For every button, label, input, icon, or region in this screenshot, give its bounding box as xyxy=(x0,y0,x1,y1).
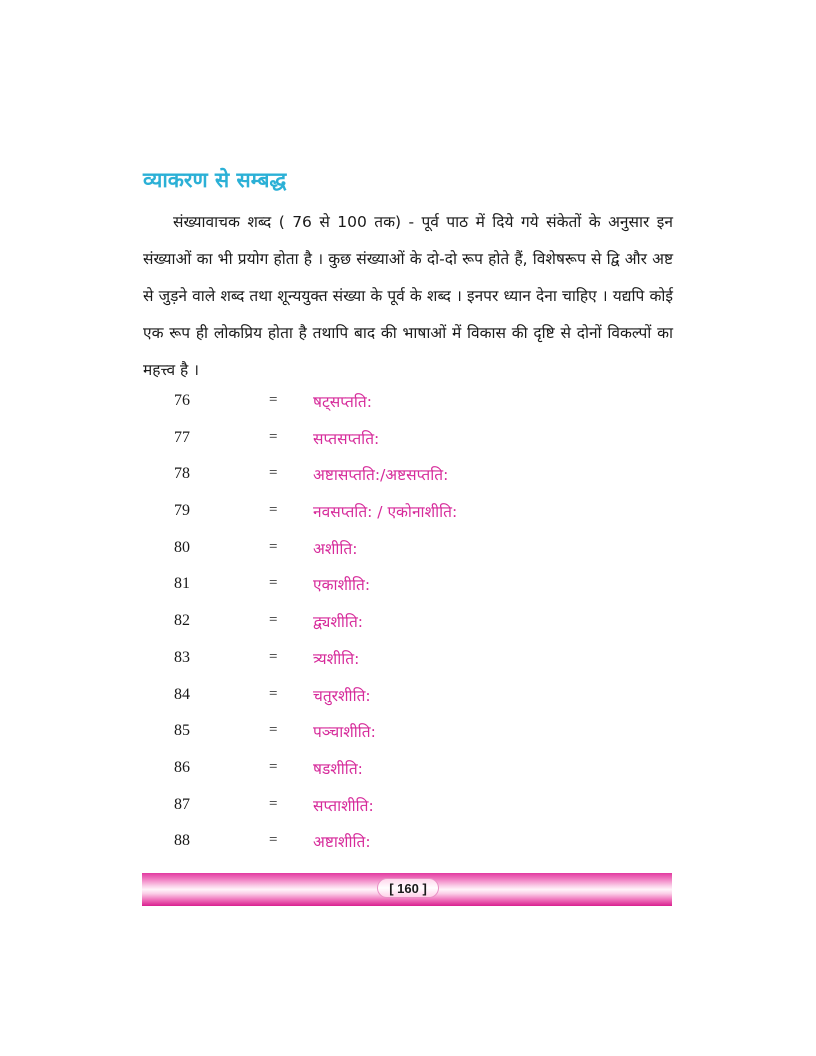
equals-sign: = xyxy=(269,392,278,408)
page-number: [ 160 ] xyxy=(377,878,439,898)
sanskrit-word: त्र्यशीति: xyxy=(313,649,360,668)
sanskrit-word: अष्टासप्तति:/अष्टसप्तति: xyxy=(313,466,449,485)
equals-sign: = xyxy=(269,832,278,849)
list-item xyxy=(143,643,673,680)
sanskrit-word: अशीति: xyxy=(313,539,358,558)
equals-sign: = xyxy=(269,465,278,482)
sanskrit-word: चतुरशीति: xyxy=(313,686,371,705)
number-value: 86 xyxy=(174,758,190,776)
equals-sign: = xyxy=(269,612,278,629)
equals-sign: = xyxy=(269,538,278,555)
list-item xyxy=(143,680,673,717)
equals-sign: = xyxy=(269,502,278,519)
number-value: 76 xyxy=(174,392,190,409)
equals-sign: = xyxy=(269,648,278,665)
list-item xyxy=(143,606,673,643)
number-value: 83 xyxy=(174,648,190,666)
sanskrit-word: पञ्चाशीति: xyxy=(313,723,376,742)
list-item xyxy=(143,459,673,496)
equals-sign: = xyxy=(269,575,278,592)
list-item xyxy=(143,753,673,790)
sanskrit-word: द्व्यशीति: xyxy=(313,613,364,632)
list-item xyxy=(143,716,673,753)
number-value: 81 xyxy=(174,575,190,593)
list-item xyxy=(143,386,673,423)
number-value: 78 xyxy=(174,465,190,483)
equals-sign: = xyxy=(269,722,278,739)
sanskrit-word: नवसप्तति: / एकोनाशीति: xyxy=(313,503,458,522)
sanskrit-word: अष्टाशीति: xyxy=(313,833,371,852)
number-value: 79 xyxy=(174,502,190,520)
number-value: 84 xyxy=(174,685,190,703)
equals-sign: = xyxy=(269,758,278,775)
sanskrit-word: सप्ताशीति: xyxy=(313,796,374,815)
number-value: 88 xyxy=(174,832,190,850)
sanskrit-word: एकाशीति: xyxy=(313,576,371,595)
number-value: 80 xyxy=(174,538,190,556)
sanskrit-word: षडशीति: xyxy=(313,759,363,778)
list-item xyxy=(143,423,673,460)
list-item xyxy=(143,790,673,827)
number-word-list xyxy=(143,386,673,863)
sanskrit-word: सप्तसप्तति: xyxy=(313,429,380,448)
number-value: 77 xyxy=(174,428,190,446)
equals-sign: = xyxy=(269,428,278,445)
intro-paragraph: संख्यावाचक शब्द ( 76 से 100 तक) - पूर्व पाठ में दिये गये संकेतों के अनुसार इन संख्याओं का भी प्रयोग होता है । कुछ संख्याओं के दो-दो रूप होते हैं, विशेषरूप से द्वि और अष्ट से जुड़ने वाले शब्द तथा शून्ययुक्त संख्या के पूर्व के शब्द । इनपर ध्यान देना चाहिए । यद्यपि कोई एक रूप ही लोकप्रिय होता है तथापि बाद की भाषाओं में विकास की दृष्टि से दोनों विकल्पों का महत्त्व है । xyxy=(143,213,673,379)
equals-sign: = xyxy=(269,685,278,702)
sanskrit-word: षट्सप्तति: xyxy=(313,393,372,411)
number-value: 87 xyxy=(174,795,190,813)
list-item xyxy=(143,496,673,533)
equals-sign: = xyxy=(269,795,278,812)
number-value: 85 xyxy=(174,722,190,740)
list-item xyxy=(143,569,673,606)
number-value: 82 xyxy=(174,612,190,630)
list-item xyxy=(143,533,673,570)
list-item xyxy=(143,826,673,863)
section-heading: व्याकरण से सम्बद्ध xyxy=(143,168,287,192)
